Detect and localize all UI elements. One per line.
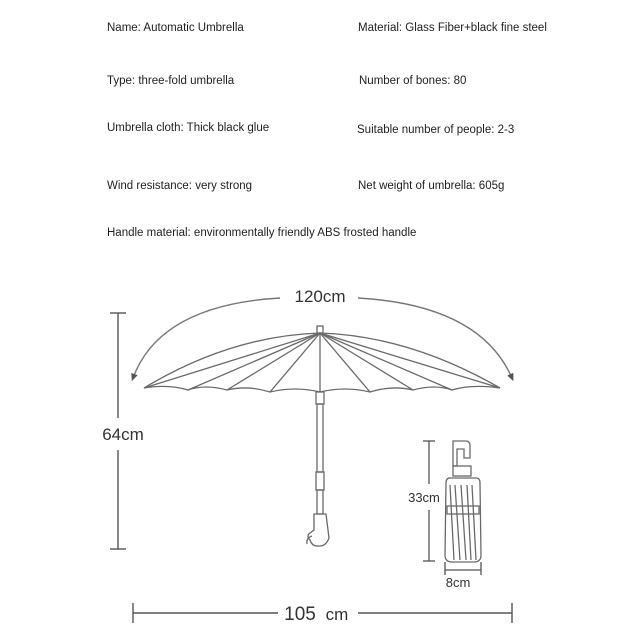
spec-bones: Number of bones: 80 <box>359 75 467 87</box>
height-label: 64cm <box>102 425 144 444</box>
folded-width-dimension <box>445 562 481 590</box>
span-unit: cm <box>325 605 349 624</box>
spec-wind: Wind resistance: very strong <box>107 180 253 192</box>
folded-umbrella <box>445 441 481 562</box>
spec-material: Material: Glass Fiber+black fine steel <box>358 22 547 34</box>
arc-width-label: 120cm <box>294 287 346 306</box>
folded-width-label: 8cm <box>445 575 471 590</box>
spec-type: Type: three-fold umbrella <box>107 75 235 87</box>
folded-length-dimension <box>408 441 440 561</box>
spec-weight: Net weight of umbrella: 605g <box>358 180 505 192</box>
spec-handle: Handle material: environmentally friendly ABS frosted handle <box>107 227 417 239</box>
span-value: 105 <box>284 604 316 625</box>
spec-name: Name: Automatic Umbrella <box>107 22 244 34</box>
height-dimension <box>102 313 144 549</box>
span-dimension <box>133 603 512 625</box>
spec-people: Suitable number of people: 2-3 <box>357 124 515 136</box>
folded-length-label: 33cm <box>408 490 440 505</box>
spec-cloth: Umbrella cloth: Thick black glue <box>107 122 270 134</box>
